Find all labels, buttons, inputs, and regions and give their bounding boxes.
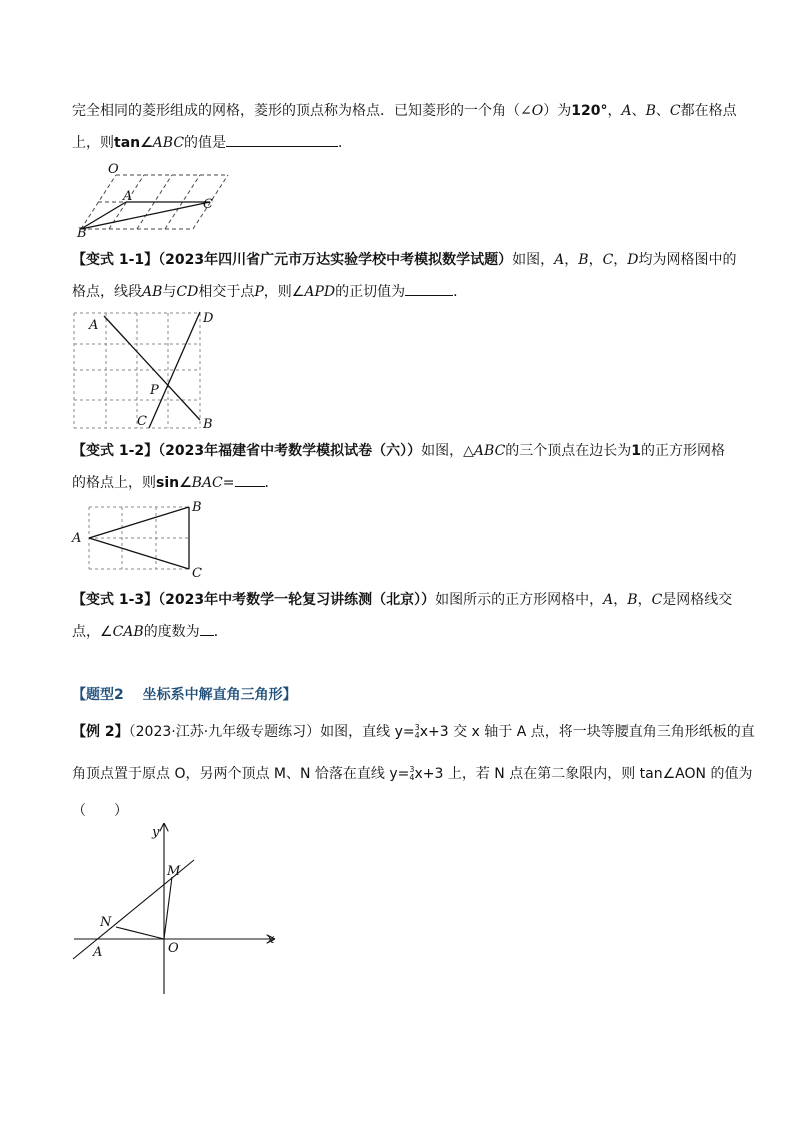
sep: ， <box>613 592 628 608</box>
variant-1-2-line2 <box>72 472 279 493</box>
point-c: C <box>602 252 614 268</box>
text: （2023·江苏·九年级专题练习）如图，直线 y= <box>128 724 415 740</box>
problem1-line1 <box>72 101 737 121</box>
variant-1-1-line1 <box>72 250 737 270</box>
text: 如图， <box>512 252 555 268</box>
text: 与 <box>162 284 177 300</box>
text: 点，∠ <box>72 624 113 640</box>
angle-o: ∠O <box>520 103 544 119</box>
variant-1-2-line1 <box>72 441 725 461</box>
text: 上，则 <box>72 135 114 151</box>
label-c: C <box>137 414 147 429</box>
segment-cd: CD <box>176 284 199 300</box>
square-grid-figure-1 <box>70 308 230 432</box>
denominator: 4 <box>414 731 420 740</box>
text: 的三个顶点在边长为 <box>505 443 632 459</box>
text: ， <box>607 103 622 119</box>
segment-on <box>116 927 164 939</box>
text: 相交于点 <box>198 284 255 300</box>
point-a: A <box>621 103 632 119</box>
text: 的度数为 <box>143 624 200 640</box>
answer-blank[interactable] <box>200 621 214 636</box>
label-a: A <box>93 945 103 960</box>
sep: ， <box>588 252 603 268</box>
point-b: B <box>627 592 638 608</box>
example-2-line1 <box>72 722 755 742</box>
text: 如图所示的正方形网格中， <box>435 592 604 608</box>
text: ，则∠ <box>263 284 305 300</box>
sep: 、 <box>655 103 670 119</box>
text: 完全相同的菱形组成的网格，菱形的顶点称为格点．已知菱形的一个角（ <box>72 103 520 119</box>
text: 格点，线段 <box>72 284 142 300</box>
sin-label: sin∠ <box>156 475 192 491</box>
problem1-line2 <box>72 132 352 153</box>
period: ． <box>338 135 353 151</box>
answer-blank[interactable] <box>405 281 453 296</box>
answer-blank[interactable] <box>235 472 265 487</box>
example-tag: 【例 2】 <box>72 724 129 740</box>
triangle-symbol: △ <box>463 443 474 459</box>
segment-ab: AB <box>142 284 163 300</box>
label-a: A <box>72 531 82 546</box>
tan-label: tan∠ <box>114 135 153 151</box>
label-x: x <box>267 932 275 947</box>
label-n: N <box>100 915 112 930</box>
equals: = <box>222 475 235 491</box>
rhombus-grid-figure <box>70 158 230 241</box>
angle-bac: BAC <box>191 475 223 491</box>
example-2-line2 <box>72 764 752 784</box>
period: ． <box>213 624 228 640</box>
point-a: A <box>603 592 614 608</box>
label-d: D <box>203 311 214 326</box>
text: 的格点上，则 <box>72 475 156 491</box>
text: ）为 <box>543 103 572 119</box>
text: x+3 上，若 N 点在第二象限内，则 tan∠AON 的值为 <box>414 766 753 782</box>
text: 角顶点置于原点 O，另两个顶点 M、N 恰落在直线 y= <box>72 766 410 782</box>
segment-om <box>164 877 172 939</box>
answer-blank[interactable] <box>226 132 338 147</box>
source: （2023年中考数学一轮复习讲练测（北京）） <box>158 592 436 608</box>
angle-apd: APD <box>304 284 336 300</box>
label-o: O <box>168 941 179 956</box>
angle-abc: ABC <box>152 135 185 151</box>
label-a: A <box>89 318 99 333</box>
numerator: 3 <box>414 723 420 732</box>
variant-1-1-line2 <box>72 281 467 302</box>
numerator: 3 <box>409 765 415 774</box>
text: 如图， <box>421 443 464 459</box>
label-p: P <box>150 383 159 398</box>
text: 的正方形网格 <box>641 443 726 459</box>
angle-cab: CAB <box>112 624 144 640</box>
label-b: B <box>77 226 87 241</box>
angle-value: 120° <box>571 103 608 119</box>
point-b: B <box>645 103 656 119</box>
denominator: 4 <box>409 773 415 782</box>
variant-tag: 【变式 1-1】 <box>72 252 159 268</box>
text: x+3 交 x 轴于 A 点，将一块等腰直角三角形纸板的直 <box>419 724 755 740</box>
label-a: A <box>123 189 133 204</box>
variant-1-3-line2 <box>72 621 228 642</box>
text: 均为网格图中的 <box>638 252 737 268</box>
text: 的值是 <box>184 135 227 151</box>
section-heading: 【题型2 坐标系中解直角三角形】 <box>72 687 297 703</box>
source: （2023年四川省广元市万达实验学校中考模拟数学试题） <box>158 252 513 268</box>
number: 1 <box>631 443 642 459</box>
point-c: C <box>651 592 663 608</box>
label-o: O <box>108 162 119 177</box>
source: （2023年福建省中考数学模拟试卷（六）） <box>158 443 422 459</box>
point-a: A <box>554 252 565 268</box>
period: ． <box>264 475 279 491</box>
sep: ， <box>637 592 652 608</box>
sep: ， <box>564 252 579 268</box>
label-y: y <box>152 825 160 840</box>
coordinate-figure <box>70 820 280 998</box>
label-b: B <box>192 500 202 515</box>
point-d: D <box>627 252 639 268</box>
triangle-grid-figure <box>68 498 218 582</box>
point-c: C <box>669 103 681 119</box>
label-m: M <box>167 864 181 879</box>
text: 是网格线交 <box>662 592 733 608</box>
text: 都在格点 <box>680 103 737 119</box>
sep: 、 <box>631 103 646 119</box>
period: ． <box>453 284 468 300</box>
variant-1-3-line1 <box>72 590 732 610</box>
label-c: C <box>203 197 213 212</box>
label-c: C <box>192 566 202 581</box>
label-b: B <box>203 417 213 432</box>
example-2-line3: （ ） <box>72 803 128 819</box>
sep: ， <box>613 252 628 268</box>
point-b: B <box>578 252 589 268</box>
text: 的正切值为 <box>335 284 406 300</box>
variant-tag: 【变式 1-2】 <box>72 443 159 459</box>
point-p: P <box>254 284 264 300</box>
variant-tag: 【变式 1-3】 <box>72 592 159 608</box>
triangle-abc: ABC <box>473 443 506 459</box>
